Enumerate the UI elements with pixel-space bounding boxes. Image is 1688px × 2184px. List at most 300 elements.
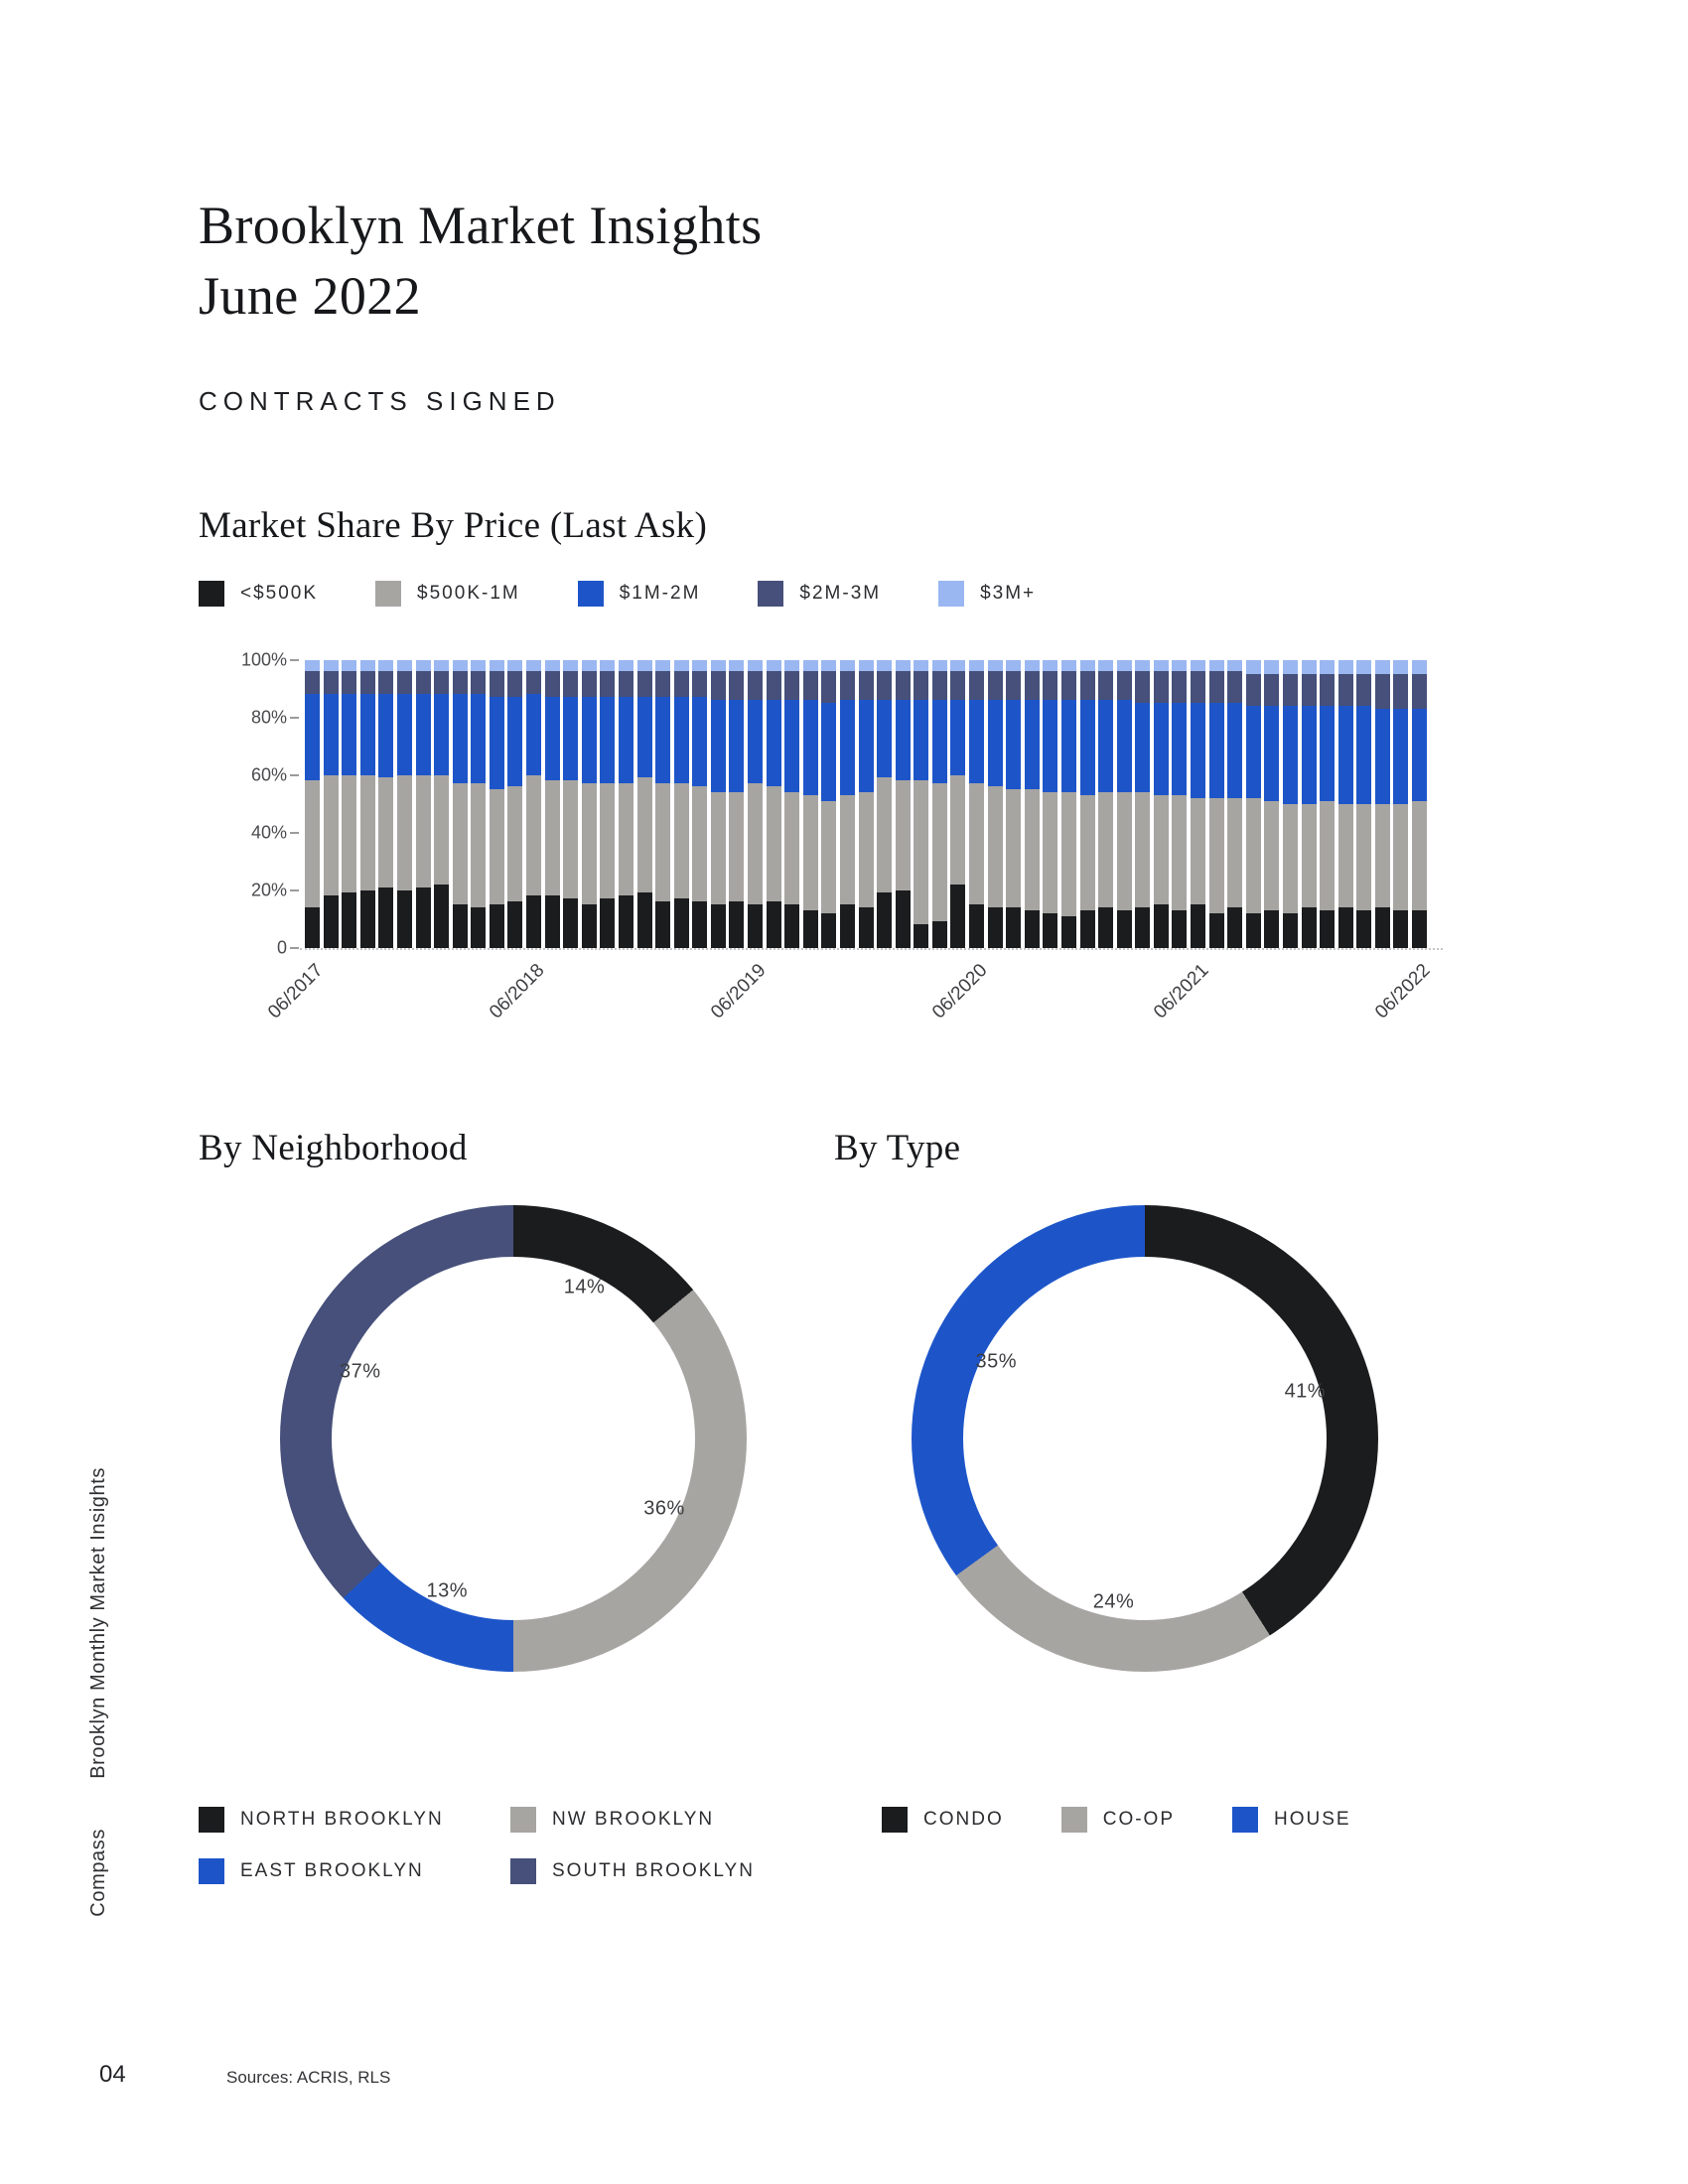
bar-segment <box>342 892 356 947</box>
bar-segment <box>655 783 670 901</box>
bar-segment <box>600 671 615 697</box>
legend-swatch <box>758 581 783 607</box>
bar-segment <box>1412 801 1427 910</box>
bar-segment <box>840 700 855 795</box>
stacked-bar <box>453 660 468 948</box>
stacked-bar <box>1191 660 1205 948</box>
bar-segment <box>1356 910 1371 948</box>
bar-segment <box>1209 913 1224 948</box>
bar-segment <box>1320 674 1335 706</box>
bar-segment <box>896 890 911 948</box>
bar-segment <box>674 671 689 697</box>
stacked-bar <box>1172 660 1187 948</box>
stacked-bar <box>821 660 836 948</box>
price-chart-title: Market Share By Price (Last Ask) <box>199 504 708 546</box>
bar-segment <box>988 700 1003 786</box>
bar-segment <box>711 671 726 700</box>
bar-segment <box>821 660 836 672</box>
neighborhood-legend <box>199 1807 755 1884</box>
bar-segment <box>655 660 670 672</box>
stacked-bar <box>950 660 965 948</box>
bar-segment <box>803 910 818 948</box>
bar-segment <box>434 694 449 774</box>
bar-segment <box>711 660 726 672</box>
stacked-bar <box>1338 660 1353 948</box>
bar-segment <box>397 671 412 694</box>
bar-segment <box>1393 910 1408 948</box>
bar-segment <box>692 901 707 947</box>
bar-segment <box>416 660 431 672</box>
bar-segment <box>1117 671 1132 700</box>
stacked-bar <box>507 660 522 948</box>
bar-segment <box>378 777 393 887</box>
bar-segment <box>969 700 984 783</box>
bar-segment <box>1043 792 1057 913</box>
bar-segment <box>1098 907 1113 948</box>
bar-segment <box>305 694 320 780</box>
stacked-bar <box>767 660 781 948</box>
bar-segment <box>507 901 522 947</box>
bar-segment <box>1246 706 1261 798</box>
bar-segment <box>692 697 707 786</box>
bar-segment <box>692 660 707 672</box>
legend-label: NW BROOKLYN <box>552 1808 715 1830</box>
bar-segment <box>1154 660 1169 672</box>
bar-segment <box>1302 804 1317 907</box>
y-axis-label: 0 <box>276 937 287 958</box>
type-legend <box>882 1807 1351 1833</box>
bar-segment <box>1227 703 1242 798</box>
bar-segment <box>434 671 449 694</box>
legend-swatch <box>510 1807 536 1833</box>
bar-segment <box>434 775 449 885</box>
bar-segment <box>1098 700 1113 792</box>
x-axis-label: 06/2020 <box>927 959 992 1023</box>
bar-segment <box>600 697 615 783</box>
bar-segment <box>840 795 855 904</box>
bar-segment <box>1061 700 1076 792</box>
legend-label: SOUTH BROOKLYN <box>552 1859 755 1881</box>
page-title-line2: June 2022 <box>199 266 422 327</box>
bar-segment <box>397 775 412 890</box>
bar-segment <box>471 660 486 672</box>
bar-segment <box>914 660 928 672</box>
bar-segment <box>1338 907 1353 948</box>
bar-segment <box>969 660 984 672</box>
bar-segment <box>877 777 892 892</box>
stacked-bar <box>324 660 339 948</box>
bar-segment <box>600 783 615 898</box>
bar-segment <box>1154 904 1169 948</box>
bar-segment <box>914 700 928 780</box>
stacked-bar <box>1135 660 1150 948</box>
bar-segment <box>1356 804 1371 910</box>
bar-segment <box>453 694 468 783</box>
legend-item <box>375 581 520 607</box>
bar-segment <box>453 660 468 672</box>
bar-segment <box>526 775 541 896</box>
bar-segment <box>471 783 486 907</box>
legend-item <box>510 1807 755 1833</box>
bar-segment <box>988 671 1003 700</box>
bar-segment <box>674 660 689 672</box>
legend-swatch <box>1061 1807 1087 1833</box>
bar-segment <box>767 660 781 672</box>
y-axis <box>196 649 287 958</box>
bar-segment <box>453 904 468 948</box>
stacked-bar <box>784 660 799 948</box>
bar-segment <box>1264 910 1279 948</box>
bar-segment <box>767 901 781 947</box>
stacked-bar <box>1412 660 1427 948</box>
bar-segment <box>545 660 560 672</box>
price-chart-legend <box>199 581 1529 607</box>
bar-segment <box>324 775 339 896</box>
stacked-bar <box>1043 660 1057 948</box>
bar-segment <box>1264 660 1279 675</box>
bar-segment <box>877 700 892 777</box>
bar-segment <box>1043 671 1057 700</box>
stacked-bar <box>1025 660 1040 948</box>
bar-segment <box>1338 706 1353 804</box>
legend-item <box>199 1858 510 1884</box>
legend-label: CO-OP <box>1102 1808 1176 1830</box>
bar-segment <box>988 907 1003 948</box>
bar-segment <box>1080 671 1095 700</box>
bar-segment <box>896 671 911 700</box>
bar-segment <box>1338 674 1353 706</box>
bar-segment <box>1135 907 1150 948</box>
bar-segment <box>1117 792 1132 910</box>
bar-segment <box>1172 795 1187 910</box>
stacked-bar <box>1356 660 1371 948</box>
bar-segment <box>1393 660 1408 675</box>
bar-segment <box>1209 703 1224 798</box>
bar-segment <box>637 697 652 777</box>
bar-segment <box>1154 703 1169 795</box>
bar-segment <box>1320 910 1335 948</box>
y-axis-tick <box>290 774 299 776</box>
bar-segment <box>1191 703 1205 798</box>
bar-segment <box>674 783 689 898</box>
y-axis-label: 60% <box>250 764 287 785</box>
bar-segment <box>1135 671 1150 703</box>
legend-item <box>1061 1807 1175 1833</box>
bar-segment <box>1191 798 1205 904</box>
stacked-bar <box>397 660 412 948</box>
stacked-bar <box>600 660 615 948</box>
bar-segment <box>526 671 541 694</box>
bar-segment <box>1412 674 1427 709</box>
stacked-bar <box>1246 660 1261 948</box>
price-chart-plot <box>305 660 1427 948</box>
bar-segment <box>582 660 597 672</box>
bar-segment <box>1302 706 1317 804</box>
legend-swatch <box>882 1807 908 1833</box>
stacked-bar <box>305 660 320 948</box>
bar-segment <box>729 660 744 672</box>
legend-item <box>199 1807 510 1833</box>
bar-segment <box>1356 706 1371 804</box>
bar-segment <box>305 660 320 672</box>
bar-segment <box>324 895 339 947</box>
stacked-bar <box>859 660 874 948</box>
bar-segment <box>988 786 1003 907</box>
bar-segment <box>582 783 597 904</box>
bar-segment <box>378 887 393 948</box>
bar-segment <box>1006 700 1021 789</box>
bar-segment <box>471 671 486 694</box>
bar-segment <box>767 671 781 700</box>
bar-segment <box>1246 674 1261 706</box>
stacked-bar <box>1393 660 1408 948</box>
bar-segment <box>803 660 818 672</box>
bar-segment <box>1246 660 1261 675</box>
bar-segment <box>545 697 560 780</box>
bar-segment <box>988 660 1003 672</box>
bar-segment <box>748 783 763 904</box>
bar-segment <box>1375 907 1390 948</box>
bar-segment <box>305 671 320 694</box>
bar-segment <box>1209 671 1224 703</box>
bar-segment <box>896 660 911 672</box>
bar-segment <box>397 694 412 774</box>
bar-segment <box>859 700 874 792</box>
bar-segment <box>1025 789 1040 910</box>
bar-segment <box>360 694 375 774</box>
y-axis-tick <box>290 832 299 834</box>
stacked-bar <box>877 660 892 948</box>
bar-segment <box>729 671 744 700</box>
content-column <box>199 0 1529 2025</box>
bar-segment <box>526 660 541 672</box>
sources-note: Sources: ACRIS, RLS <box>226 2068 391 2087</box>
bar-segment <box>950 660 965 672</box>
bar-segment <box>637 660 652 672</box>
bar-segment <box>1227 671 1242 703</box>
stacked-bar <box>416 660 431 948</box>
bar-segment <box>1135 792 1150 907</box>
legend-swatch <box>578 581 604 607</box>
bar-segment <box>563 780 578 898</box>
stacked-bar <box>988 660 1003 948</box>
stacked-bar <box>840 660 855 948</box>
sidebar-vertical-title: Brooklyn Monthly Market Insights <box>87 1467 109 1779</box>
bar-segment <box>784 904 799 948</box>
y-axis-label: 40% <box>250 822 287 843</box>
donut-percent-label: 13% <box>426 1579 469 1602</box>
x-axis-baseline <box>300 948 1443 950</box>
bar-segment <box>840 671 855 700</box>
stacked-bar <box>1283 660 1298 948</box>
legend-swatch <box>938 581 964 607</box>
bar-segment <box>545 780 560 895</box>
bar-segment <box>360 775 375 890</box>
bar-segment <box>1043 913 1057 948</box>
bar-segment <box>821 671 836 703</box>
x-axis-label: 06/2017 <box>263 959 328 1023</box>
legend-swatch <box>199 1807 224 1833</box>
sidebar-brand: Compass <box>87 1829 109 1917</box>
stacked-bar <box>637 660 652 948</box>
bar-segment <box>434 885 449 948</box>
bar-segment <box>767 786 781 901</box>
bar-segment <box>1006 660 1021 672</box>
bar-segment <box>803 700 818 795</box>
bar-segment <box>1283 660 1298 675</box>
bar-segment <box>490 789 504 904</box>
y-axis-label: 20% <box>250 880 287 900</box>
bar-segment <box>1227 660 1242 672</box>
donut-percent-label: 14% <box>563 1276 606 1298</box>
bar-segment <box>950 671 965 700</box>
bar-segment <box>1043 660 1057 672</box>
stacked-bar <box>969 660 984 948</box>
bar-segment <box>1283 804 1298 913</box>
x-axis-ticks <box>263 959 1435 1051</box>
x-axis-label: 06/2019 <box>706 959 771 1023</box>
bar-segment <box>619 783 633 895</box>
bar-segment <box>1302 674 1317 706</box>
bar-segment <box>896 700 911 780</box>
bar-segment <box>859 907 874 948</box>
bar-segment <box>914 671 928 700</box>
stacked-bar <box>471 660 486 948</box>
bar-segment <box>1412 660 1427 675</box>
bar-segment <box>729 901 744 947</box>
stacked-bar <box>1375 660 1390 948</box>
bar-segment <box>859 660 874 672</box>
page-title-line1: Brooklyn Market Insights <box>199 196 763 255</box>
stacked-bar <box>803 660 818 948</box>
legend-label: NORTH BROOKLYN <box>240 1808 444 1830</box>
bar-segment <box>526 694 541 774</box>
bar-segment <box>582 697 597 783</box>
bar-segment <box>1098 660 1113 672</box>
stacked-bar <box>896 660 911 948</box>
bar-segment <box>453 671 468 694</box>
stacked-bar <box>692 660 707 948</box>
stacked-bar <box>526 660 541 948</box>
bar-segment <box>490 671 504 697</box>
bar-segment <box>914 924 928 947</box>
bar-segment <box>619 697 633 783</box>
stacked-bar <box>582 660 597 948</box>
stacked-bar <box>563 660 578 948</box>
bar-segment <box>1080 700 1095 795</box>
bar-segment <box>784 671 799 700</box>
x-axis-label: 06/2022 <box>1370 959 1435 1023</box>
bar-segment <box>692 786 707 901</box>
neighborhood-donut-chart <box>280 1205 747 1672</box>
stacked-bar <box>674 660 689 948</box>
bar-segment <box>637 892 652 947</box>
bar-segment <box>1191 671 1205 703</box>
bar-segment <box>453 783 468 904</box>
bar-segment <box>840 904 855 948</box>
bar-segment <box>378 660 393 672</box>
bar-segment <box>1080 660 1095 672</box>
bar-segment <box>1154 671 1169 703</box>
bar-segment <box>305 907 320 948</box>
stacked-bar <box>1209 660 1224 948</box>
bar-segment <box>692 671 707 697</box>
stacked-bar <box>932 660 947 948</box>
bar-segment <box>324 694 339 774</box>
bar-segment <box>378 671 393 694</box>
bar-segment <box>416 694 431 774</box>
price-stacked-bar-chart <box>240 649 1435 1023</box>
stacked-bar <box>748 660 763 948</box>
bar-segment <box>1209 660 1224 672</box>
bar-segment <box>342 694 356 774</box>
neighborhood-chart-title: By Neighborhood <box>199 1127 468 1168</box>
bar-segment <box>711 700 726 792</box>
bar-segment <box>507 671 522 697</box>
bar-segment <box>1006 789 1021 907</box>
x-axis-label: 06/2018 <box>485 959 549 1023</box>
bar-segment <box>1025 660 1040 672</box>
stacked-bar <box>434 660 449 948</box>
stacked-bar <box>619 660 633 948</box>
bar-segment <box>1209 798 1224 913</box>
bar-segment <box>711 904 726 948</box>
stacked-bar <box>1264 660 1279 948</box>
bar-segment <box>1393 804 1408 910</box>
bar-segment <box>1246 913 1261 948</box>
stacked-bar <box>1080 660 1095 948</box>
page-number: 04 <box>99 2061 126 2088</box>
type-chart-title: By Type <box>834 1127 961 1168</box>
bar-segment <box>859 792 874 907</box>
bar-segment <box>637 777 652 892</box>
bar-segment <box>360 890 375 948</box>
bar-segment <box>1356 660 1371 675</box>
donut-percent-label: 41% <box>1284 1380 1327 1403</box>
bar-segment <box>1302 907 1317 948</box>
y-axis-label: 100% <box>240 649 287 670</box>
bar-segment <box>526 895 541 947</box>
stacked-bar <box>1227 660 1242 948</box>
legend-label: $3M+ <box>980 582 1037 604</box>
bar-segment <box>655 697 670 783</box>
bar-segment <box>1375 660 1390 675</box>
bar-segment <box>563 898 578 947</box>
bar-segment <box>1061 660 1076 672</box>
bar-segment <box>969 671 984 700</box>
stacked-bar <box>1154 660 1169 948</box>
bar-segment <box>932 660 947 672</box>
bar-segment <box>1375 804 1390 907</box>
bar-segment <box>416 887 431 948</box>
bar-segment <box>434 660 449 672</box>
bar-segment <box>1006 671 1021 700</box>
legend-item <box>510 1858 755 1884</box>
bar-segment <box>1283 674 1298 706</box>
bar-segment <box>342 775 356 893</box>
bar-segment <box>969 783 984 904</box>
bar-segment <box>932 783 947 921</box>
donut-hole <box>963 1257 1327 1620</box>
bar-segment <box>1412 910 1427 948</box>
bar-segment <box>490 904 504 948</box>
donut-percent-label: 24% <box>1092 1590 1135 1613</box>
bar-segment <box>748 671 763 700</box>
bar-segment <box>1135 703 1150 792</box>
bar-segment <box>545 895 560 947</box>
legend-label: HOUSE <box>1274 1808 1351 1830</box>
bar-segment <box>877 671 892 700</box>
